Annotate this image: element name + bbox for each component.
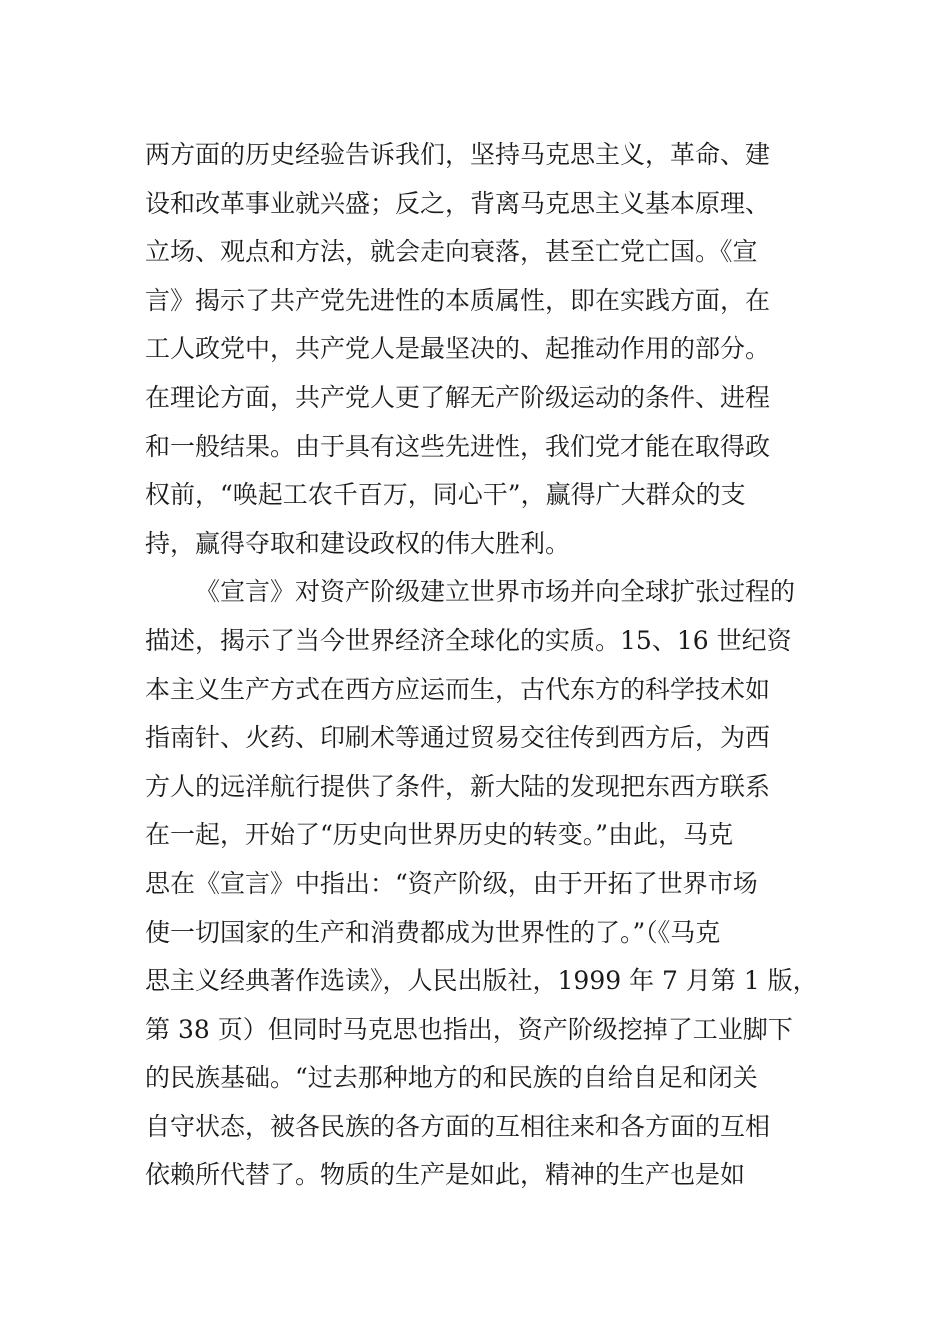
- text-line: 第 38 页）但同时马克思也指出，资产阶级挖掉了工业脚下: [145, 1014, 793, 1044]
- text-line: 两方面的历史经验告诉我们，坚持马克思主义，革命、建: [145, 140, 771, 169]
- text-line: 的民族基础。“过去那种地方的和民族的自给自足和闭关: [145, 1063, 758, 1093]
- text-line: 言》揭示了共产党先进性的本质属性，即在实践方面，在: [145, 285, 771, 315]
- text-line: 思主义经典著作选读》，人民出版社，1999 年 7 月第 1 版，: [145, 966, 818, 996]
- text-line: 立场、观点和方法，就会走向衰落，甚至亡党亡国。《宣: [145, 237, 758, 267]
- body-text: [145, 131, 825, 1200]
- text-line: 设和改革事业就兴盛；反之，背离马克思主义基本原理、: [145, 188, 771, 218]
- text-line: 使一切国家的生产和消费都成为世界性的了。”（《马克: [145, 917, 721, 947]
- paragraph-first-line: 《宣言》对资产阶级建立世界市场并向全球扩张过程的: [195, 577, 796, 607]
- text-line: 在理论方面，共产党人更了解无产阶级运动的条件、进程: [145, 382, 771, 412]
- text-line: 权前，“唤起工农千百万，同心干”，赢得广大群众的支: [145, 480, 746, 510]
- text-line: 本主义生产方式在西方应运而生，古代东方的科学技术如: [145, 674, 771, 704]
- text-line: 思在《宣言》中指出：“资产阶级，由于开拓了世界市场: [145, 868, 758, 898]
- text-line: 和一般结果。由于具有这些先进性，我们党才能在取得政: [145, 431, 771, 461]
- text-line: 持，赢得夺取和建设政权的伟大胜利。: [145, 528, 571, 558]
- text-line: 指南针、火药、印刷术等通过贸易交往传到西方后，为西: [145, 723, 771, 753]
- text-line: 依赖所代替了。物质的生产是如此，精神的生产也是如: [145, 1160, 746, 1190]
- text-line: 工人政党中，共产党人是最坚决的、起推动作用的部分。: [145, 334, 771, 364]
- text-line: 自守状态，被各民族的各方面的互相往来和各方面的互相: [145, 1111, 771, 1141]
- text-line: 在一起，开始了“历史向世界历史的转变。”由此，马克: [145, 820, 734, 850]
- text-line: 方人的远洋航行提供了条件，新大陆的发现把东西方联系: [145, 771, 771, 801]
- text-line: 描述，揭示了当今世界经济全球化的实质。15、16 世纪资: [145, 625, 792, 655]
